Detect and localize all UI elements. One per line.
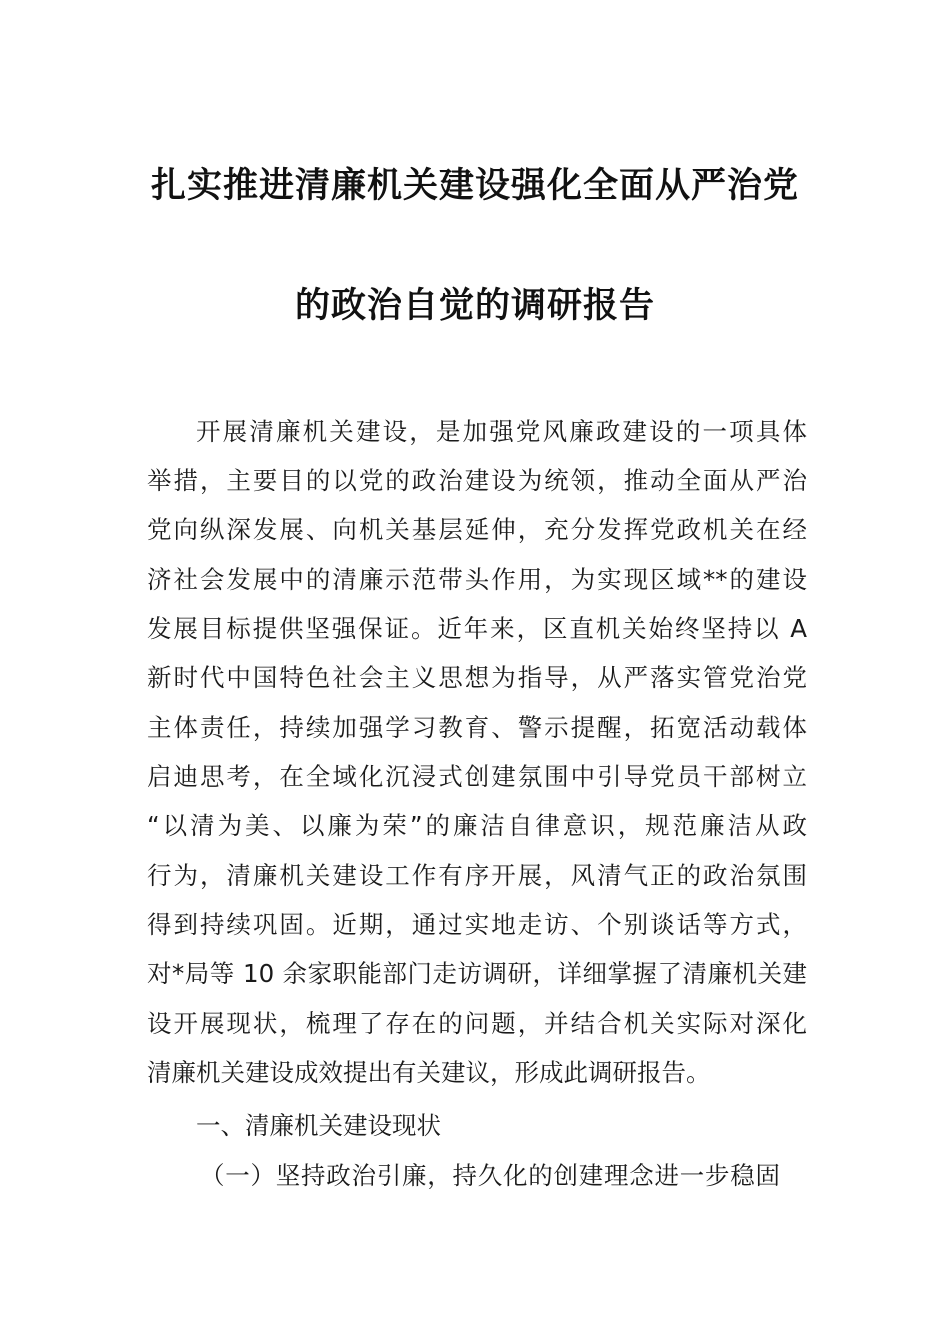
- paragraph-line: 清廉机关建设成效提出有关建议，形成此调研报告。: [147, 1058, 711, 1087]
- paragraph-line: 行为，清廉机关建设工作有序开展，风清气正的政治氛围: [147, 861, 807, 890]
- paragraph-line: 开展清廉机关建设，是加强党风廉政建设的一项具体: [196, 417, 807, 446]
- subsection-heading: （一）坚持政治引廉，持久化的创建理念进一步稳固: [200, 1161, 780, 1190]
- paragraph-line: 举措，主要目的以党的政治建设为统领，推动全面从严治: [147, 466, 807, 495]
- paragraph-line: 得到持续巩固。近期，通过实地走访、个别谈话等方式，: [147, 910, 807, 939]
- section-heading: 一、清廉机关建设现状: [196, 1111, 441, 1140]
- paragraph-line: 启迪思考，在全域化沉浸式创建氛围中引导党员干部树立: [147, 762, 807, 791]
- document-title-line-2: 的政治自觉的调研报告: [294, 285, 655, 326]
- paragraph-line: 党向纵深发展、向机关基层延伸，充分发挥党政机关在经: [147, 515, 807, 544]
- paragraph-line: 主体责任，持续加强学习教育、警示提醒，拓宽活动载体: [147, 713, 807, 742]
- paragraph-line: 发展目标提供坚强保证。近年来，区直机关始终坚持以 A: [147, 614, 807, 643]
- paragraph-line: 济社会发展中的清廉示范带头作用，为实现区域**的建设: [147, 565, 807, 594]
- paragraph-line: 新时代中国特色社会主义思想为指导，从严落实管党治党: [147, 663, 807, 692]
- paragraph-line: 设开展现状，梳理了存在的问题，并结合机关实际对深化: [147, 1009, 807, 1038]
- paragraph-line: “以清为美、以廉为荣”的廉洁自律意识，规范廉洁从政: [147, 811, 807, 840]
- document-title-line-1: 扎实推进清廉机关建设强化全面从严治党: [150, 165, 799, 206]
- paragraph-line: 对*局等 10 余家职能部门走访调研，详细掌握了清廉机关建: [147, 959, 807, 988]
